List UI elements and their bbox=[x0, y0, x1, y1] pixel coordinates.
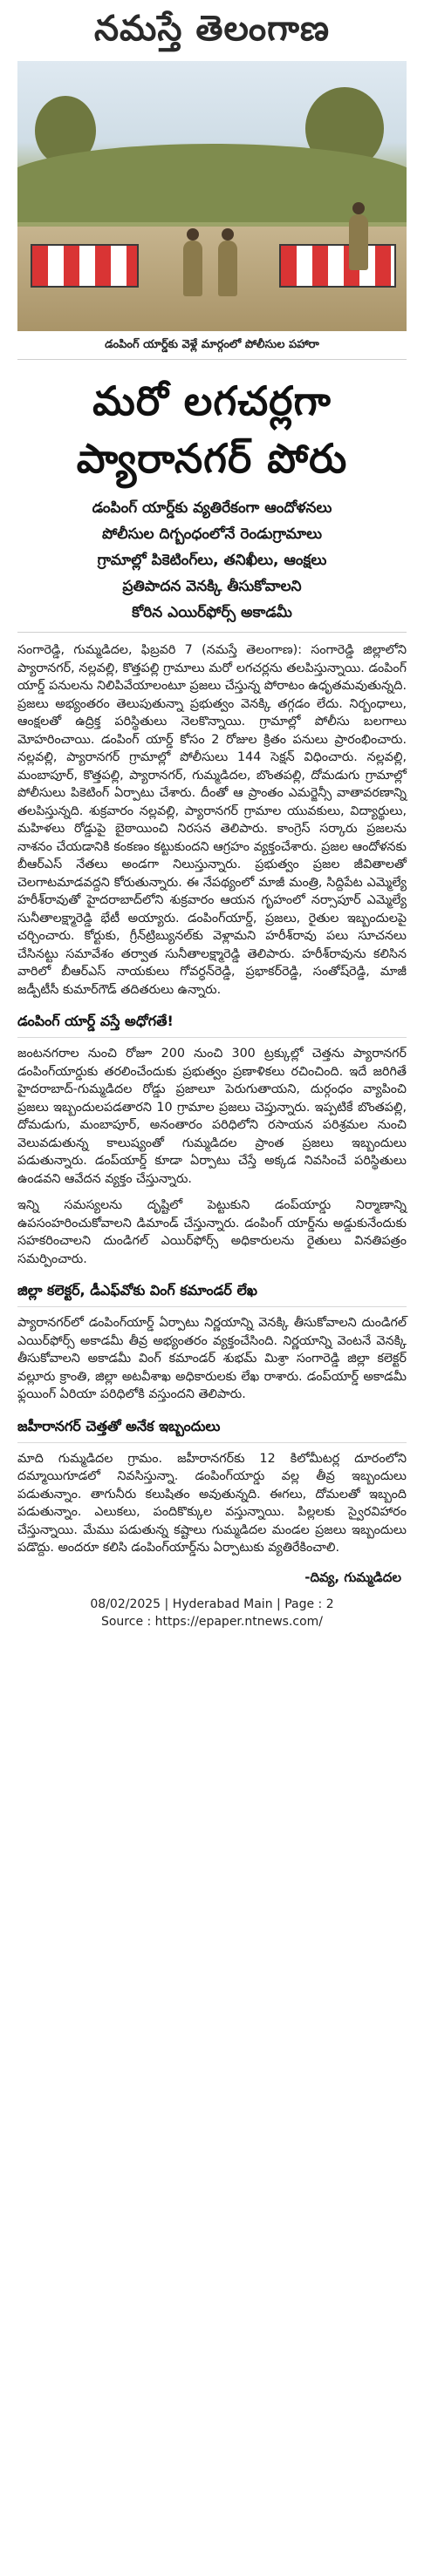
footer-edition: 08/02/2025 | Hyderabad Main | Page : 2 bbox=[90, 1596, 334, 1611]
article-paragraph: ప్యారానగర్‌లో డంపింగ్‌యార్డ్ ఏర్పాటు నిర్ణయాన్ని వెనక్కి తీసుకోవాలని దుండిగల్ ఎయిర్‌ఫోర్స్ అకాడమీ తీవ్ర అభ్యంతరం వ్యక్తంచేసింది. నిర్ణయాన్ని వెంటనే వెనక్కి తీసుకోవాలని అకాడమీ వింగ్ కమాండర్ శుభమ్ మిశ్రా సంగారెడ్డి జిల్లా కలెక్టర్ వల్లూరు క్రాంతి, జిల్లా అటవీశాఖ అధికారులకు లేఖ రాశారు. డంప్‌యార్డ్ అకాడమీ ఫ్లయింగ్ ఏరియా పరిధిలోకి వస్తుందని తెలిపారు. bbox=[17, 1316, 407, 1401]
article-paragraph: జంటనగరాల నుంచి రోజూ 200 నుంచి 300 ట్రక్కుల్లో చెత్తను ప్యారానగర్ డంపింగ్‌యార్డుకు తరలించేందుకు ప్రభుత్వం ప్రణాళికలు రచించింది. ఇదే జరిగితే హైదరాబాద్-గుమ్మడిదల రోడ్డు ప్రజాలూ పెరుగుతాయని, దుర్గంధం వ్యాపించి ప్రజలు ఇబ్బందులపడతారని 10 గ్రామాల ప్రజలు చెప్తున్నారు. ఇప్పటికే బొంతపల్లి, దోమడుగు, మంబాపూర్, అనంతారం పరిధిలోని రసాయన పరిశ్రమల నుంచి వెలువడుతున్న కాలుష్యంతో గుమ్మడిదల ప్రాంత ప్రజలు ఇబ్బందులు పడుతున్నారు. డంప్‌యార్డ్ కూడా ఏర్పాటు చేస్తే అక్కడ నివసించే పరిస్థితులు ఉండవని ఆవేదన వ్యక్తం చేస్తున్నారు. bbox=[17, 1047, 407, 1186]
masthead: నమస్తే తెలంగాణ bbox=[93, 8, 331, 49]
article-paragraph: సంగారెడ్డి, గుమ్మడిదల, ఫిబ్రవరి 7 (నమస్తే తెలంగాణ): సంగారెడ్డి జిల్లాలోని ప్యారానగర్, నల్లవల్లి, కొత్తపల్లి గ్రామాలు మరో లగచర్లను తలపిస్తున్నాయి. డంపింగ్ యార్డ్ పనులను నిలిపివేయాలంటూ ప్రజలు చేస్తున్న పోరాటం ఉధృతమవుతున్నది. ప్రజలు అభ్యంతరం తెలుపుతున్నా ప్రభుత్వం వెనక్కి తగ్గడం లేదు. నిర్బంధాలు, ఆంక్షలతో ఉద్రిక్త పరిస్థితులు నెలకొన్నాయి. గ్రామాల్లో పోలీసు బలగాలు మోహరించాయి. డంపింగ్ యార్డ్ కోసం 2 రోజుల క్రితం పనులు ప్రారంభించారు. నల్లవల్లి, ప్యారానగర్ గ్రామాల్లో పోలీసులు 144 సెక్షన్ విధించారు. నల్లవల్లి, మంబాపూర్, కొత్తపల్లి, ప్యారానగర్, గుమ్మడిదల, బొంతపల్లి, దోమడుగు గ్రామాల్లో పోలీసులు పికెటింగ్ ఏర్పాటు చేశారు. దీంతో ఆ ప్రాంతం ఎమర్జెన్సీ వాతావరణాన్ని తలపిస్తున్నది. శుక్రవారం నల్లవల్లి, ప్యారానగర్ గ్రామాల యువకులు, విద్యార్థులు, మహిళలు రోడ్డుపై బైఠాయించి నిరసన తెలిపారు. కాంగ్రెస్ సర్కారు ప్రజలను నాశనం చేయడానికి కంకణం కట్టుకుందని ఆగ్రహం వ్యక్తంచేశారు. ప్రజల ఆందోళనకు బీఆర్‌ఎస్ నేతలు అండగా నిలుస్తున్నారు. ప్రభుత్వం ప్రజల జీవితాలతో చెలగాటమాడవద్దని కోరుతున్నారు. ఈ నేపథ్యంలో మాజీ మంత్రి, సిద్దిపేట ఎమ్మెల్యే హరీశ్‌రావుతో హైదరాబాద్‌లోని శుక్రవారం ఆయన గృహంలో నర్సాపూర్ ఎమ్మెల్యే సునీతాలక్ష్మారెడ్డి భేటీ అయ్యారు. డంపింగ్‌యార్డ్, ప్రజలు, రైతుల ఇబ్బందులపై చర్చించారు. కోర్టుకు, గ్రీన్‌ట్రిబ్యునల్‌కు వెళ్లామని హరీశ్‌రావు పలు సూచనలు చేసినట్టు సమావేశం తర్వాత సునీతాలక్ష్మారెడ్డి తెలిపారు. హరీశ్‌రావును కలిసిన వారిలో బీఆర్‌ఎస్ నాయకులు గోవర్ధన్‌రెడ్డి, ప్రభాకర్‌రెడ్డి, సంతోష్‌రెడ్డి, మాజీ జడ్పీటీసీ కుమార్‌గౌడ్ తదితరులు ఉన్నారు. bbox=[17, 643, 407, 997]
photo-police-figure bbox=[218, 241, 237, 296]
deck-line: డంపింగ్ యార్డ్‌కు వ్యతిరేకంగా ఆందోళనలు bbox=[92, 499, 332, 517]
photo-barrier bbox=[279, 244, 396, 288]
deck-line: కోరిన ఎయిర్‌ఫోర్స్ అకాడమీ bbox=[17, 600, 407, 633]
article-paragraph: మాది గుమ్మడిదల గ్రామం. జహీరానగర్‌కు 12 కిలోమీటర్ల దూరంలోని దమ్మాయిగూడలో నివసిస్తున్నా. డంపింగ్‌యార్డు వల్ల తీవ్ర ఇబ్బందులు పడుతున్నాం. తాగునీరు కలుషితం అవుతున్నది. ఈగలు, దోమలతో ఇబ్బంది పడుతున్నాం. ఎలుకలు, పందికొక్కుల వస్తున్నాయి. పిల్లలకు స్వైరవిహారం చేస్తున్నాయి. మేము పడుతున్న కష్టాలు గుమ్మడిదల మండల ప్రజలు ఇబ్బందులు పడొద్దు. అందరూ కలిసి డంపింగ్‌యార్డ్‌ను ఏర్పాటుకు వ్యతిరేకించాలి. bbox=[17, 1451, 407, 1555]
byline: -దివ్య, గుమ్మడిదల bbox=[304, 1569, 401, 1585]
article-body bbox=[17, 641, 407, 1589]
headline-line: మరో లగచర్లగా bbox=[92, 377, 332, 424]
section-heading: డంపింగ్ యార్డ్ వస్తే అధోగతే! bbox=[17, 1011, 407, 1038]
deck-line: గ్రామాల్లో పికెటింగ్‌లు, తనిఖీలు, ఆంక్షలు bbox=[97, 552, 327, 569]
deck-line: ప్రతిపాదన వెనక్కి తీసుకోవాలని bbox=[122, 578, 302, 595]
headline-line: ప్యారానగర్ పోరు bbox=[76, 435, 348, 482]
newspaper-page bbox=[0, 5, 424, 2576]
photo-police-figure bbox=[349, 214, 368, 270]
photo-hill bbox=[17, 144, 407, 222]
section-heading: జహీరానగర్ చెత్తతో అనేక ఇబ్బందులు bbox=[17, 1416, 407, 1443]
deck-line: పోలీసుల దిగ్బంధంలోనే రెండుగ్రామాలు bbox=[101, 525, 323, 543]
news-photo bbox=[17, 61, 407, 331]
photo-police-figure bbox=[183, 241, 202, 296]
section-heading: జిల్లా కలెక్టర్, డీఎఫ్‌వోకు వింగ్ కమాండర్ లేఖ bbox=[17, 1280, 407, 1307]
article-paragraph: ఇన్ని సమస్యలను దృష్టిలో పెట్టుకుని డంప్‌యార్డు నిర్మాణాన్ని ఉపసంహరించుకోవాలని డిమాండ్ చేస్తున్నారు. డంపింగ్ యార్డ్‌ను అడ్డుకునేందుకు సహకరించాలని దుండిగల్ ఎయిర్‌ఫోర్స్ అధికారులను రైతులు వినతిపత్రం సమర్పించారు. bbox=[17, 1198, 407, 1266]
page-footer bbox=[17, 1596, 407, 1630]
divider bbox=[17, 359, 407, 360]
photo-barrier bbox=[31, 244, 139, 288]
headline bbox=[17, 372, 407, 487]
photo-caption: డంపింగ్ యార్డ్‌కు వెళ్లే మార్గంలో పోలీసుల పహారా bbox=[105, 338, 319, 351]
footer-source-link[interactable]: Source : https://epaper.ntnews.com/ bbox=[100, 1614, 324, 1629]
